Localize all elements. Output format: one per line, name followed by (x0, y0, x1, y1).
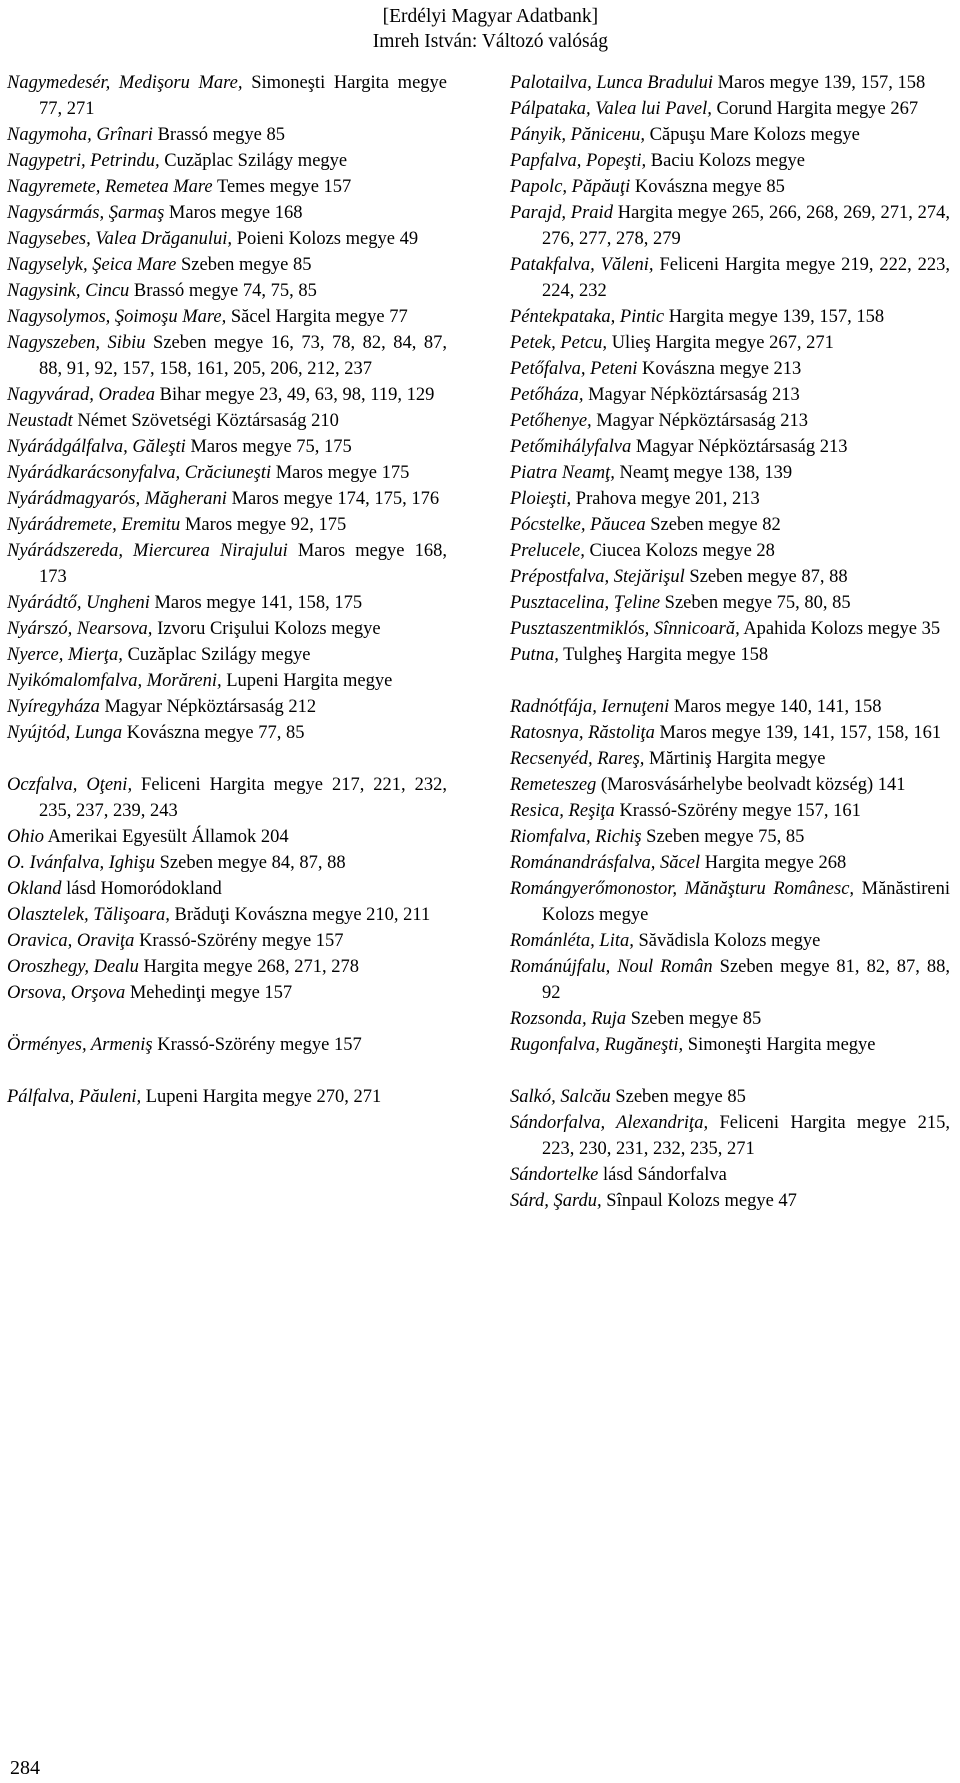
place-details: Szeben megye 85 (626, 1009, 762, 1029)
place-details: Simoneşti Hargita megye (683, 1035, 876, 1055)
index-entry (510, 928, 950, 954)
place-details: Szeben megye 84, 87, 88 (154, 853, 346, 873)
index-entry (510, 564, 950, 590)
index-entry (7, 642, 447, 668)
place-details: Szeben megye 75, 80, 85 (660, 593, 851, 613)
place-name: Románújfalu, Noul Român (510, 957, 713, 977)
index-entry (7, 382, 447, 408)
place-details: (Marosvásárhelybe beolvadt község) 141 (596, 775, 906, 795)
index-entry (510, 1110, 950, 1162)
index-entry (510, 122, 950, 148)
place-name: O. Ivánfalva, Ighişu (7, 853, 155, 873)
index-entry (7, 876, 447, 902)
place-name: Nagymedesér, Medişoru Mare, (7, 73, 243, 93)
place-details: Krassó-Szörény megye 157, 161 (614, 801, 861, 821)
place-name: Riomfalva, Richiş (510, 827, 642, 847)
index-entry (510, 876, 950, 928)
index-column-left (7, 70, 447, 1110)
index-entry (510, 70, 950, 96)
index-entry (7, 980, 447, 1006)
place-details: Baciu Kolozs megye (646, 151, 805, 171)
index-entry (7, 772, 447, 824)
index-entry (510, 304, 950, 330)
place-name: Pusztaszentmiklós, Sînnicoară, (510, 619, 740, 639)
place-name: Ohio (7, 827, 44, 847)
place-details: Căpuşu Mare Kolozs megye (645, 125, 860, 145)
place-name: Recsenyéd, Rareş, (510, 749, 645, 769)
place-details: Német Szövetségi Köztársaság 210 (72, 411, 339, 431)
index-entry (7, 226, 447, 252)
place-name: Petek, Petcu, (510, 333, 608, 353)
place-details: Szeben megye 82 (645, 515, 781, 535)
place-name: Romángyerőmonostor, Mănăşturu Românesc, (510, 879, 855, 899)
place-name: Resica, Reşiţa (510, 801, 615, 821)
place-name: Neustadt (7, 411, 73, 431)
index-entry (7, 694, 447, 720)
place-name: Oroszhegy, Dealu (7, 957, 139, 977)
place-name: Petőmihályfalva (510, 437, 632, 457)
index-entry (510, 1188, 950, 1214)
place-name: Nyárszó, Nearsova, (7, 619, 153, 639)
place-details: Kovászna megye 85 (630, 177, 785, 197)
place-details: Săvădisla Kolozs megye (633, 931, 821, 951)
place-details: Krassó-Szörény megye 157 (134, 931, 344, 951)
index-entry (510, 460, 950, 486)
place-name: Oczfalva, Oţeni, (7, 775, 133, 795)
place-name: Ploieşti, (510, 489, 572, 509)
place-name: Nyárádtő, Ungheni (7, 593, 150, 613)
place-name: Nagyszeben, Sibiu (7, 333, 146, 353)
place-details: Ulieş Hargita megye 267, 271 (607, 333, 834, 353)
place-name: Nyíregyháza (7, 697, 100, 717)
index-entry (510, 694, 950, 720)
place-name: Olasztelek, Tălişoara, (7, 905, 170, 925)
place-name: Radnótfája, Iernuţeni (510, 697, 670, 717)
place-name: Rugonfalva, Rugăneşti, (510, 1035, 684, 1055)
index-entry (510, 252, 950, 304)
index-entry (510, 798, 950, 824)
index-entry (7, 1032, 447, 1058)
place-name: Nagymoha, Grînari (7, 125, 153, 145)
place-details: Hargita megye 268, 271, 278 (138, 957, 359, 977)
place-details: Ciucea Kolozs megye 28 (584, 541, 775, 561)
place-details: Feliceni Hargita megye 215, 223, 230, 231, 232, 235, 271 (542, 1113, 950, 1159)
index-entry (7, 330, 447, 382)
place-name: Pányik, Pănicени, (510, 125, 646, 145)
index-entry (7, 512, 447, 538)
place-details: Feliceni Hargita megye 219, 222, 223, 224, 232 (542, 255, 950, 301)
place-details: Poieni Kolozs megye 49 (232, 229, 419, 249)
place-name: Nagysármás, Şarmaş (7, 203, 165, 223)
place-details: Magyar Népköztársaság 212 (99, 697, 317, 717)
place-name: Okland (7, 879, 62, 899)
place-name: Sárd, Şardu, (510, 1191, 602, 1211)
place-details: Neamţ megye 138, 139 (614, 463, 793, 483)
index-entry (7, 928, 447, 954)
place-details: Magyar Népköztársaság 213 (591, 411, 808, 431)
index-entry (510, 200, 950, 252)
place-name: Patakfalva, Văleni, (510, 255, 654, 275)
index-column-right (510, 70, 950, 1214)
place-details: Lupeni Hargita megye 270, 271 (141, 1087, 382, 1107)
place-details: Hargita megye 139, 157, 158 (664, 307, 885, 327)
place-details: Maros megye 75, 175 (185, 437, 352, 457)
place-details: Szeben megye 85 (176, 255, 312, 275)
index-entry (7, 954, 447, 980)
index-entry (7, 668, 447, 694)
place-name: Románandrásfalva, Săcel (510, 853, 701, 873)
place-details: Szeben megye 85 (610, 1087, 746, 1107)
place-details: Mărtiniş Hargita megye (644, 749, 826, 769)
place-details: Maros megye 92, 175 (180, 515, 347, 535)
place-name: Salkó, Salcău (510, 1087, 611, 1107)
place-name: Nyikómalomfalva, Morăreni, (7, 671, 222, 691)
place-details: Szeben megye 81, 82, 87, 88, 92 (542, 957, 950, 1003)
index-entry (7, 408, 447, 434)
header-title: Imreh István: Változó valóság (372, 31, 608, 52)
place-details: Maros megye 139, 141, 157, 158, 161 (654, 723, 942, 743)
index-entry (510, 720, 950, 746)
place-details: Tulgheş Hargita megye 158 (558, 645, 769, 665)
place-name: Palotailva, Lunca Bradului (510, 73, 713, 93)
place-details: Krassó-Szörény megye 157 (152, 1035, 362, 1055)
index-entry (510, 486, 950, 512)
place-details: Maros megye 168, 173 (39, 541, 447, 587)
place-name: Parajd, Praid (510, 203, 613, 223)
place-name: Rozsonda, Ruja (510, 1009, 627, 1029)
index-entry (510, 954, 950, 1006)
place-details: Szeben megye 16, 73, 78, 82, 84, 87, 88, 91, 92, 157, 158, 161, 205, 206, 212, 237 (39, 333, 447, 379)
index-entry (510, 642, 950, 668)
place-details: Szeben megye 87, 88 (684, 567, 848, 587)
index-entry (7, 460, 447, 486)
index-entry (7, 252, 447, 278)
page-number: 284 (10, 1757, 40, 1779)
place-name: Orsova, Orşova (7, 983, 126, 1003)
place-name: Pálpataka, Valea lui Pavel, (510, 99, 712, 119)
index-entry (7, 720, 447, 746)
index-entry (7, 148, 447, 174)
place-details: lásd Homoródokland (61, 879, 222, 899)
index-entry (510, 174, 950, 200)
place-details: Kovászna megye 213 (637, 359, 802, 379)
index-entry (7, 70, 447, 122)
place-details: Hargita megye 268 (700, 853, 847, 873)
index-entry (7, 1084, 447, 1110)
index-entry (7, 122, 447, 148)
place-name: Petőhenye, (510, 411, 592, 431)
place-name: Románléta, Lita, (510, 931, 634, 951)
place-name: Nagyremete, Remetea Mare (7, 177, 213, 197)
index-entry (510, 616, 950, 642)
index-entry (510, 408, 950, 434)
index-entry (510, 746, 950, 772)
place-details: Cuzăplac Szilágy megye (159, 151, 348, 171)
place-details: Maros megye 168 (164, 203, 303, 223)
place-name: Prépostfalva, Stejărişul (510, 567, 685, 587)
place-name: Piatra Neamţ, (510, 463, 615, 483)
place-details: Maros megye 139, 157, 158 (712, 73, 926, 93)
place-details: Hargita megye 265, 266, 268, 269, 271, 274, 276, 277, 278, 279 (542, 203, 951, 249)
place-name: Nagyvárad, Oradea (7, 385, 155, 405)
place-details: Brassó megye 85 (152, 125, 286, 145)
place-details: Amerikai Egyesült Államok 204 (44, 827, 289, 847)
place-name: Pócstelke, Păucea (510, 515, 646, 535)
index-entry (7, 434, 447, 460)
place-details: Feliceni Hargita megye 217, 221, 232, 235, 237, 239, 243 (39, 775, 447, 821)
place-name: Papolc, Păpăuţi (510, 177, 631, 197)
place-name: Nyújtód, Lunga (7, 723, 123, 743)
index-entry (510, 1032, 950, 1058)
index-entry (510, 538, 950, 564)
place-name: Örményes, Armeniş (7, 1035, 153, 1055)
place-details: Szeben megye 75, 85 (641, 827, 805, 847)
index-entry (510, 148, 950, 174)
place-name: Nagysink, Cincu (7, 281, 130, 301)
place-name: Sándortelke (510, 1165, 599, 1185)
index-entry (7, 538, 447, 590)
index-entry (510, 434, 950, 460)
place-details: Magyar Népköztársaság 213 (631, 437, 848, 457)
place-name: Petőfalva, Peteni (510, 359, 638, 379)
place-name: Nyárádgálfalva, Găleşti (7, 437, 186, 457)
place-name: Nagypetri, Petrindu, (7, 151, 160, 171)
place-name: Nagyselyk, Şeica Mare (7, 255, 177, 275)
index-entry (7, 824, 447, 850)
place-details: Temes megye 157 (212, 177, 352, 197)
place-details: Apahida Kolozs megye 35 (739, 619, 941, 639)
index-entry (510, 824, 950, 850)
place-name: Nyerce, Mierţa, (7, 645, 123, 665)
place-details: lásd Sándorfalva (598, 1165, 727, 1185)
index-entry (7, 902, 447, 928)
place-name: Putna, (510, 645, 559, 665)
place-name: Pusztacelina, Ţeline (510, 593, 661, 613)
index-entry (7, 174, 447, 200)
index-entry (510, 512, 950, 538)
place-name: Nagysolymos, Şoimoşu Mare, (7, 307, 227, 327)
place-details: Bihar megye 23, 49, 63, 98, 119, 129 (154, 385, 435, 405)
place-name: Prelucele, (510, 541, 585, 561)
place-name: Pálfalva, Păuleni, (7, 1087, 142, 1107)
index-entry (510, 96, 950, 122)
header-source: [Erdélyi Magyar Adatbank] (382, 6, 599, 27)
place-details: Simoneşti Hargita megye 77, 271 (39, 73, 447, 119)
index-entry (510, 1006, 950, 1032)
place-details: Brassó megye 74, 75, 85 (129, 281, 317, 301)
page-header (373, 4, 608, 54)
place-name: Nyárádkarácsonyfalva, Crăciuneşti (7, 463, 272, 483)
place-details: Maros megye 175 (271, 463, 410, 483)
index-entry (510, 1084, 950, 1110)
index-entry (510, 330, 950, 356)
place-name: Oravica, Oraviţa (7, 931, 135, 951)
index-entry (7, 304, 447, 330)
place-details: Brăduţi Kovászna megye 210, 211 (169, 905, 431, 925)
place-details: Maros megye 174, 175, 176 (226, 489, 440, 509)
index-entry (7, 200, 447, 226)
index-entry (510, 590, 950, 616)
place-details: Mehedinţi megye 157 (125, 983, 293, 1003)
index-entry (510, 1162, 950, 1188)
index-entry (510, 382, 950, 408)
place-name: Petőháza, (510, 385, 584, 405)
place-details: Maros megye 140, 141, 158 (669, 697, 882, 717)
place-details: Cuzăplac Szilágy megye (122, 645, 311, 665)
place-name: Nyárádszereda, Miercurea Nirajului (7, 541, 288, 561)
place-name: Nagysebes, Valea Drăganului, (7, 229, 233, 249)
index-entry (510, 772, 950, 798)
place-details: Mănăstireni Kolozs megye (542, 879, 950, 925)
place-details: Sînpaul Kolozs megye 47 (601, 1191, 797, 1211)
place-name: Remeteszeg (510, 775, 597, 795)
index-entry (7, 590, 447, 616)
index-entry (7, 278, 447, 304)
place-details: Lupeni Hargita megye (221, 671, 393, 691)
place-name: Péntekpataka, Pintic (510, 307, 665, 327)
place-name: Ratosnya, Răstoliţa (510, 723, 655, 743)
place-details: Maros megye 141, 158, 175 (149, 593, 363, 613)
index-entry (510, 356, 950, 382)
place-details: Kovászna megye 77, 85 (122, 723, 305, 743)
place-name: Sándorfalva, Alexandriţa, (510, 1113, 709, 1133)
place-details: Izvoru Crişului Kolozs megye (152, 619, 381, 639)
place-details: Prahova megye 201, 213 (571, 489, 760, 509)
place-name: Papfalva, Popeşti, (510, 151, 647, 171)
index-entry (7, 850, 447, 876)
place-details: Magyar Népköztársaság 213 (583, 385, 800, 405)
place-name: Nyárádmagyarós, Măgherani (7, 489, 227, 509)
place-name: Nyárádremete, Eremitu (7, 515, 181, 535)
index-entry (7, 486, 447, 512)
place-details: Săcel Hargita megye 77 (226, 307, 408, 327)
index-entry (7, 616, 447, 642)
index-entry (510, 850, 950, 876)
place-details: Corund Hargita megye 267 (711, 99, 919, 119)
